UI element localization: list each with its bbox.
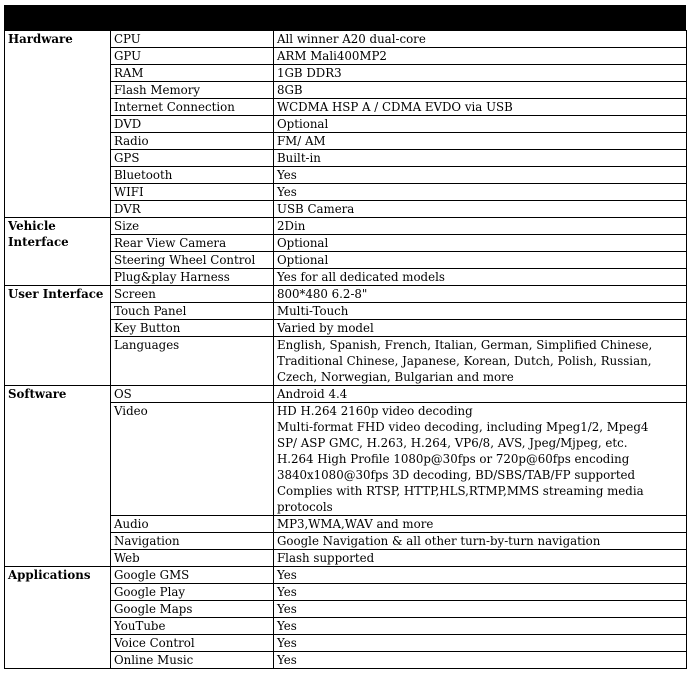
spec-value-line: USB Camera [277,202,355,216]
spec-value [274,320,687,337]
spec-value-line: Yes [277,619,297,633]
spec-value [274,584,687,601]
spec-label: Key Button [111,320,274,337]
spec-value-line: Optional [277,253,329,267]
spec-value-line: MP3,WMA,WAV and more [277,517,434,531]
spec-value-line: Yes [277,653,297,667]
spec-value-line: Multi-format FHD video decoding, including Mpeg1/2, Mpeg4 [277,420,649,434]
spec-value-line: Traditional Chinese, Japanese, Korean, Dutch, Polish, Russian, [277,354,652,368]
spec-value [274,218,687,235]
spec-value [274,337,687,386]
spec-label: RAM [111,65,274,82]
spec-value-line: FM/ AM [277,134,326,148]
spec-value [274,567,687,584]
spec-value-line: 8GB [277,83,303,97]
table-row [5,218,687,235]
spec-label: Rear View Camera [111,235,274,252]
spec-label: Voice Control [111,635,274,652]
spec-label: Flash Memory [111,82,274,99]
spec-value [274,386,687,403]
spec-value-line: SP/ ASP GMC, H.263, H.264, VP6/8, AVS, Jpeg/Mjpeg, etc. [277,436,628,450]
spec-value [274,618,687,635]
spec-label: Size [111,218,274,235]
spec-value [274,252,687,269]
table-row [5,286,687,303]
section-title: Applications [5,567,111,669]
spec-value-line: Yes [277,568,297,582]
spec-label: DVR [111,201,274,218]
spec-value [274,116,687,133]
spec-value-line: Yes [277,585,297,599]
spec-label: Google Maps [111,601,274,618]
spec-value-line: 1GB DDR3 [277,66,342,80]
spec-value [274,235,687,252]
spec-label: Navigation [111,533,274,550]
spec-value [274,133,687,150]
spec-label: Steering Wheel Control [111,252,274,269]
spec-value-line: protocols [277,500,333,514]
spec-label: DVD [111,116,274,133]
spec-value-line: Optional [277,236,329,250]
spec-value-line: English, Spanish, French, Italian, German, Simplified Chinese, [277,338,653,352]
spec-value [274,303,687,320]
spec-table [4,30,687,669]
section-title: User Interface [5,286,111,386]
spec-value [274,601,687,618]
spec-value-line: 2Din [277,219,306,233]
spec-value-line: 800*480 6.2-8" [277,287,368,301]
spec-label: Touch Panel [111,303,274,320]
spec-value-line: HD H.264 2160p video decoding [277,404,473,418]
spec-label: OS [111,386,274,403]
spec-value [274,31,687,48]
section-title: Hardware [5,31,111,218]
spec-value-line: WCDMA HSP A / CDMA EVDO via USB [277,100,513,114]
spec-table-body [5,31,687,669]
spec-value-line: ARM Mali400MP2 [277,49,387,63]
spec-value [274,82,687,99]
spec-label: Bluetooth [111,167,274,184]
spec-value [274,184,687,201]
section-title: Vehicle Interface [5,218,111,286]
spec-value [274,269,687,286]
spec-value [274,403,687,516]
spec-value-line: Google Navigation & all other turn-by-turn navigation [277,534,601,548]
spec-value [274,635,687,652]
spec-value [274,533,687,550]
spec-value [274,48,687,65]
spec-value [274,652,687,669]
spec-value-line: Complies with RTSP, HTTP,HLS,RTMP,MMS streaming media [277,484,644,498]
spec-label: GPS [111,150,274,167]
spec-label: Radio [111,133,274,150]
spec-value [274,150,687,167]
spec-value-line: 3840x1080@30fps 3D decoding, BD/SBS/TAB/FP supported [277,468,636,482]
spec-label: Web [111,550,274,567]
spec-value [274,167,687,184]
spec-value-line: Yes [277,168,297,182]
spec-value-line: Multi-Touch [277,304,349,318]
spec-label: Plug&play Harness [111,269,274,286]
spec-value [274,99,687,116]
spec-value [274,516,687,533]
spec-label: YouTube [111,618,274,635]
spec-label: Screen [111,286,274,303]
spec-value [274,286,687,303]
spec-label: Online Music [111,652,274,669]
spec-label: GPU [111,48,274,65]
spec-sheet [4,5,686,669]
spec-label: Video [111,403,274,516]
spec-value-line: Czech, Norwegian, Bulgarian and more [277,370,514,384]
spec-value [274,65,687,82]
spec-label: WIFI [111,184,274,201]
header-bar [4,5,686,30]
spec-label: Languages [111,337,274,386]
spec-value-line: All winner A20 dual-core [277,32,426,46]
spec-label: CPU [111,31,274,48]
spec-label: Google GMS [111,567,274,584]
spec-label: Google Play [111,584,274,601]
spec-label: Audio [111,516,274,533]
spec-value [274,201,687,218]
spec-value-line: Varied by model [277,321,374,335]
spec-value-line: Android 4.4 [277,387,348,401]
spec-value-line: Yes [277,602,297,616]
spec-value-line: Yes [277,185,297,199]
spec-value-line: Yes for all dedicated models [277,270,445,284]
spec-value-line: Flash supported [277,551,375,565]
table-row [5,386,687,403]
section-title: Software [5,386,111,567]
table-row [5,31,687,48]
table-row [5,567,687,584]
spec-value-line: H.264 High Profile 1080p@30fps or 720p@60fps encoding [277,452,630,466]
spec-value [274,550,687,567]
spec-value-line: Optional [277,117,329,131]
spec-value-line: Built-in [277,151,321,165]
spec-label: Internet Connection [111,99,274,116]
spec-value-line: Yes [277,636,297,650]
